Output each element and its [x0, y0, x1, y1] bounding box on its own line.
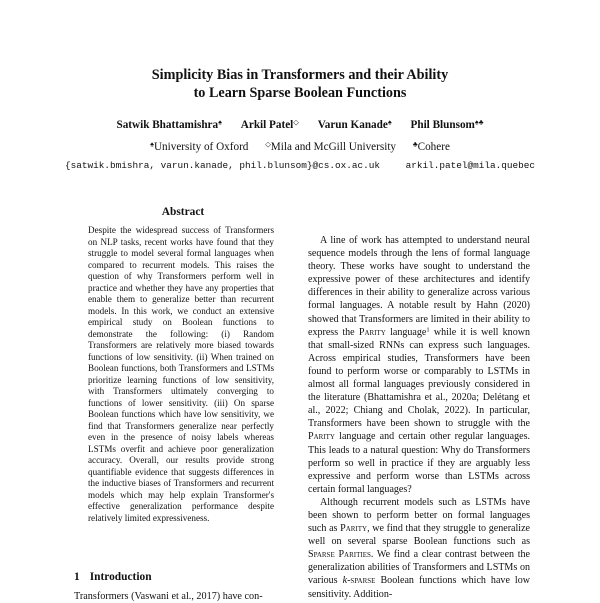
parity-term: Parity — [340, 523, 368, 535]
author-list — [0, 118, 600, 132]
affiliation-mark: ◇ — [265, 140, 271, 149]
parity-term: Parity — [308, 431, 335, 443]
email-oxford: {satwik.bmishra, varun.kanade, phil.blunsom}@cs.ox.ac.uk — [64, 160, 380, 171]
author-mark: ♠ — [218, 118, 222, 127]
author-mark: ♠ — [387, 118, 392, 127]
k-variable: k — [342, 575, 348, 587]
right-column — [308, 234, 530, 601]
introduction-first-line: Transformers (Vaswani et al., 2017) have con- — [74, 591, 263, 602]
email-mila: arkil.patel@mila.quebec — [405, 160, 536, 171]
author-name: Varun Kanade — [317, 119, 388, 131]
affiliation-mark: ♠ — [150, 140, 154, 149]
author-mark: ♠♣ — [474, 118, 484, 127]
title-line-2: to Learn Sparse Boolean Functions — [193, 85, 407, 101]
author-name: Arkil Patel — [240, 119, 294, 131]
k-sparse-term: -sparse — [347, 575, 376, 587]
text-run: language and certain other regular languages. This leads to a natural question: Why do Transformers perform so well in practice if they are arguably less expressive and perform worse than LSTMs across certain formal languages? — [308, 431, 530, 495]
sparse-parities-term: Sparse Parities — [308, 549, 371, 561]
author-4 — [411, 119, 484, 131]
affiliation-3 — [413, 141, 450, 153]
affiliation-2 — [265, 141, 396, 153]
author-2 — [241, 119, 299, 131]
affiliation-mark: ♣ — [412, 140, 418, 149]
paragraph-formal-languages — [308, 234, 530, 496]
abstract-heading: Abstract — [161, 206, 205, 218]
affiliation-list — [0, 140, 600, 154]
text-run: , we find that they struggle to generalize well on several sparse Boolean functions such as — [308, 523, 531, 548]
text-run: A line of work has attempted to understand neural sequence models through the lens of formal language theory. These works have sought to understand the expressive power of these architectures and identify differences in their ability to generalize across various formal languages. A notable result by Hahn (2020) showed that Transformers are limited in their ability to express the — [308, 235, 530, 338]
abstract-text: Despite the widespread success of Transformers on NLP tasks, recent works have found that they struggle to model several formal languages when compared to recurrent models. This raises the question of why Transformers perform well in practice and whether they have any properties that enable them to generalize better than recurrent models. In this work, we conduct an extensive empirical study on Boolean functions to demonstrate the following: (i) Random Transformers are relatively more biased towards functions of low sensitivity. (ii) When trained on Boolean functions, both Transformers and LSTMs prioritize learning functions of low sensitivity, with Transformers ultimately converging to functions of lower sensitivity. (iii) On sparse Boolean functions which have low sensitivity, we find that Transformers generalize near perfectly even in the presence of noisy labels whereas LSTMs overfit and achieve poor generalization accuracy. Overall, our results provide strong quantifiable evidence that suggests differences in the inductive biases of Transformers and recurrent models which may help explain Transformer's effective generalization performance despite relatively limited expressiveness. — [88, 225, 274, 523]
author-mark: ◇ — [293, 118, 299, 127]
email-list — [0, 160, 600, 172]
affiliation-name: Mila and McGill University — [270, 141, 397, 153]
footnote-marker: 1 — [426, 326, 430, 334]
paragraph-recurrent-models — [308, 496, 530, 601]
affiliation-name: University of Oxford — [153, 141, 249, 153]
title-line-1: Simplicity Bias in Transformers and their Ability — [151, 67, 449, 83]
section-number: 1 — [74, 571, 80, 583]
affiliation-1 — [150, 141, 248, 153]
author-1 — [116, 119, 222, 131]
text-run: language — [385, 326, 427, 338]
section-heading-introduction — [74, 570, 152, 584]
text-run: Although recurrent models such as LSTMs have been shown to perform better on formal languages such as — [308, 496, 530, 535]
author-3 — [318, 119, 392, 131]
author-name: Satwik Bhattamishra — [116, 119, 219, 131]
parity-term: Parity — [358, 326, 386, 338]
paper-title — [0, 66, 600, 102]
text-run: . We find a clear contrast between the generalization abilities of Transformers and LSTMs on various — [308, 549, 530, 587]
author-name: Phil Blunsom — [410, 119, 475, 131]
text-run: while it is well known that small-sized RNNs can express such languages. Across empirical studies, Transformers have been found to perform worse or comparably to LSTMs in almost all formal languages previously considered in the literature (Bhattamishra et al., 2020a; Delétang et al., 2022; Chiang and Cholak, 2022). In particular, Transformers have been shown to struggle with the — [308, 326, 530, 430]
affiliation-name: Cohere — [417, 141, 450, 153]
text-run: Boolean functions which have low sensitivity. Addition- — [308, 575, 530, 600]
section-title: Introduction — [89, 571, 152, 583]
